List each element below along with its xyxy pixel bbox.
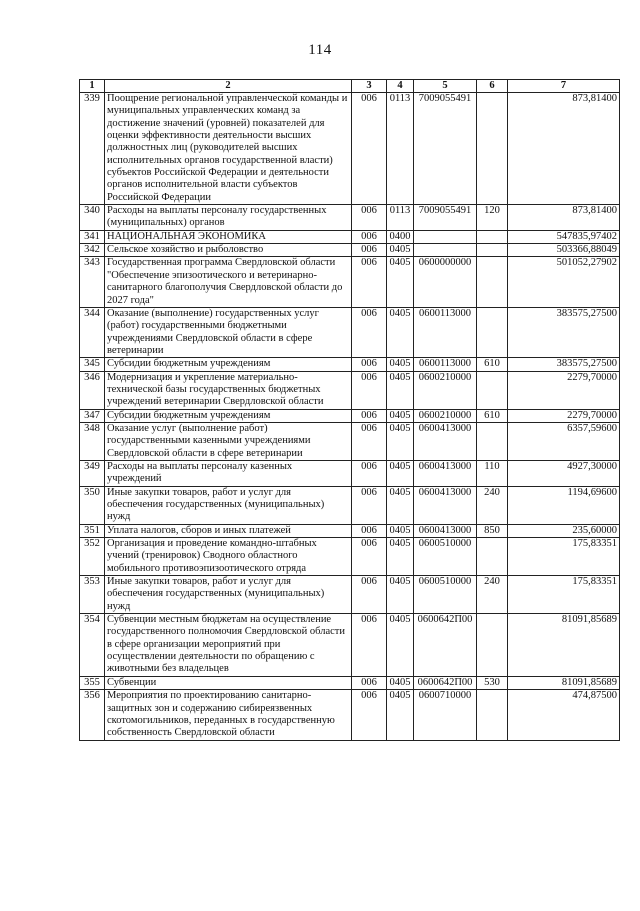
column-header-expense-type: 6 xyxy=(477,80,508,93)
table-row xyxy=(80,690,620,740)
row-sum: 175,83351 xyxy=(508,576,620,614)
row-sum: 175,83351 xyxy=(508,538,620,576)
row-sum: 873,81400 xyxy=(508,93,620,205)
row-target xyxy=(414,230,477,243)
row-sum: 2279,70000 xyxy=(508,409,620,422)
row-expense-type xyxy=(477,614,508,677)
table-row xyxy=(80,486,620,524)
row-sum: 547835,97402 xyxy=(508,230,620,243)
row-number: 340 xyxy=(80,205,105,231)
row-number: 356 xyxy=(80,690,105,740)
row-section: 0405 xyxy=(387,371,414,409)
table-row xyxy=(80,524,620,537)
row-target: 0600413000 xyxy=(414,460,477,486)
table-row xyxy=(80,358,620,371)
row-target: 0600642П00 xyxy=(414,614,477,677)
row-name: Иные закупки товаров, работ и услуг для обеспечения государственных (муниципальных) нужд xyxy=(105,576,352,614)
row-code: 006 xyxy=(352,244,387,257)
row-section: 0405 xyxy=(387,422,414,460)
row-number: 348 xyxy=(80,422,105,460)
row-sum: 383575,27500 xyxy=(508,307,620,357)
row-sum: 1194,69600 xyxy=(508,486,620,524)
row-expense-type xyxy=(477,422,508,460)
row-section: 0405 xyxy=(387,244,414,257)
row-sum: 383575,27500 xyxy=(508,358,620,371)
row-code: 006 xyxy=(352,460,387,486)
table-row xyxy=(80,538,620,576)
row-sum: 503366,88049 xyxy=(508,244,620,257)
row-code: 006 xyxy=(352,257,387,307)
row-target: 0600210000 xyxy=(414,371,477,409)
row-target: 7009055491 xyxy=(414,205,477,231)
row-name: Субвенции местным бюджетам на осуществление государственного полномочия Свердловской области в сфере организации мероприятий при осуществлении деятельности по обращению с животными без владельцев xyxy=(105,614,352,677)
row-name: Расходы на выплаты персоналу государственных (муниципальных) органов xyxy=(105,205,352,231)
row-target: 0600000000 xyxy=(414,257,477,307)
row-name: Модернизация и укрепление материально-технической базы государственных бюджетных учреждений ветеринарии Свердловской области xyxy=(105,371,352,409)
row-expense-type xyxy=(477,690,508,740)
row-code: 006 xyxy=(352,538,387,576)
row-sum: 81091,85689 xyxy=(508,676,620,689)
row-number: 355 xyxy=(80,676,105,689)
row-name: Поощрение региональной управленческой команды и муниципальных управленческих команд за достижение значений (уровней) показателей для оценки эффективности деятельности высших должностных лиц (руководителей высших исполнительных органов государственной власти) субъектов Российской Федерации и деятельности органов исполнительной власти субъектов Российской Федерации xyxy=(105,93,352,205)
row-section: 0405 xyxy=(387,257,414,307)
row-section: 0405 xyxy=(387,409,414,422)
row-expense-type: 240 xyxy=(477,486,508,524)
table-row xyxy=(80,576,620,614)
row-target xyxy=(414,244,477,257)
row-target: 0600710000 xyxy=(414,690,477,740)
row-name: Государственная программа Свердловской области "Обеспечение эпизоотического и ветеринарно-санитарного благополучия Свердловской области до 2027 года" xyxy=(105,257,352,307)
row-name: Субсидии бюджетным учреждениям xyxy=(105,358,352,371)
row-target: 0600510000 xyxy=(414,538,477,576)
row-section: 0400 xyxy=(387,230,414,243)
table-row xyxy=(80,257,620,307)
row-code: 006 xyxy=(352,676,387,689)
row-code: 006 xyxy=(352,486,387,524)
table-row xyxy=(80,307,620,357)
table-header-row xyxy=(80,80,620,93)
row-code: 006 xyxy=(352,230,387,243)
row-name: Сельское хозяйство и рыболовство xyxy=(105,244,352,257)
row-code: 006 xyxy=(352,205,387,231)
table-row xyxy=(80,614,620,677)
row-number: 344 xyxy=(80,307,105,357)
row-sum: 474,87500 xyxy=(508,690,620,740)
row-section: 0113 xyxy=(387,93,414,205)
row-sum: 501052,27902 xyxy=(508,257,620,307)
row-target: 0600210000 xyxy=(414,409,477,422)
row-code: 006 xyxy=(352,93,387,205)
row-name: Расходы на выплаты персоналу казенных учреждений xyxy=(105,460,352,486)
row-name: Оказание услуг (выполнение работ) государственными казенными учреждениями Свердловской области в сфере ветеринарии xyxy=(105,422,352,460)
row-sum: 2279,70000 xyxy=(508,371,620,409)
row-section: 0405 xyxy=(387,614,414,677)
row-sum: 4927,30000 xyxy=(508,460,620,486)
row-code: 006 xyxy=(352,422,387,460)
column-header-sum: 7 xyxy=(508,80,620,93)
row-number: 342 xyxy=(80,244,105,257)
row-section: 0405 xyxy=(387,524,414,537)
row-section: 0405 xyxy=(387,460,414,486)
row-code: 006 xyxy=(352,409,387,422)
row-expense-type: 850 xyxy=(477,524,508,537)
row-target: 0600642П00 xyxy=(414,676,477,689)
row-name: Субсидии бюджетным учреждениям xyxy=(105,409,352,422)
row-section: 0405 xyxy=(387,576,414,614)
table-row xyxy=(80,409,620,422)
budget-table xyxy=(79,79,620,741)
row-target: 0600113000 xyxy=(414,307,477,357)
row-code: 006 xyxy=(352,614,387,677)
row-sum: 81091,85689 xyxy=(508,614,620,677)
column-header-name: 2 xyxy=(105,80,352,93)
row-target: 0600413000 xyxy=(414,524,477,537)
table-row xyxy=(80,93,620,205)
row-number: 352 xyxy=(80,538,105,576)
row-section: 0405 xyxy=(387,676,414,689)
row-name: Уплата налогов, сборов и иных платежей xyxy=(105,524,352,537)
row-section: 0405 xyxy=(387,486,414,524)
row-name: Субвенции xyxy=(105,676,352,689)
row-code: 006 xyxy=(352,358,387,371)
row-expense-type: 110 xyxy=(477,460,508,486)
column-header-section: 4 xyxy=(387,80,414,93)
row-expense-type xyxy=(477,538,508,576)
row-number: 351 xyxy=(80,524,105,537)
column-header-code: 3 xyxy=(352,80,387,93)
row-expense-type xyxy=(477,230,508,243)
row-name: Иные закупки товаров, работ и услуг для обеспечения государственных (муниципальных) нужд xyxy=(105,486,352,524)
row-section: 0405 xyxy=(387,690,414,740)
row-target: 0600113000 xyxy=(414,358,477,371)
row-number: 346 xyxy=(80,371,105,409)
row-expense-type xyxy=(477,257,508,307)
row-number: 350 xyxy=(80,486,105,524)
row-expense-type xyxy=(477,371,508,409)
row-name: Организация и проведение командно-штабных учений (тренировок) Сводного областного мобильного противоэпизоотического отряда xyxy=(105,538,352,576)
row-sum: 873,81400 xyxy=(508,205,620,231)
row-target: 0600510000 xyxy=(414,576,477,614)
table-row xyxy=(80,460,620,486)
table-row xyxy=(80,230,620,243)
table-row xyxy=(80,422,620,460)
row-name: Мероприятия по проектированию санитарно-защитных зон и содержанию сибиреязвенных скотомогильников, переданных в государственную собственность Свердловской области xyxy=(105,690,352,740)
column-header-row-number: 1 xyxy=(80,80,105,93)
row-code: 006 xyxy=(352,576,387,614)
row-number: 345 xyxy=(80,358,105,371)
row-code: 006 xyxy=(352,371,387,409)
table-row xyxy=(80,244,620,257)
table-row xyxy=(80,371,620,409)
row-expense-type: 240 xyxy=(477,576,508,614)
row-section: 0405 xyxy=(387,358,414,371)
table-row xyxy=(80,205,620,231)
row-code: 006 xyxy=(352,524,387,537)
row-number: 354 xyxy=(80,614,105,677)
row-expense-type xyxy=(477,244,508,257)
row-target: 0600413000 xyxy=(414,486,477,524)
row-expense-type: 530 xyxy=(477,676,508,689)
row-number: 349 xyxy=(80,460,105,486)
row-number: 339 xyxy=(80,93,105,205)
row-target: 7009055491 xyxy=(414,93,477,205)
row-target: 0600413000 xyxy=(414,422,477,460)
page-number: 114 xyxy=(308,42,332,58)
row-name: НАЦИОНАЛЬНАЯ ЭКОНОМИКА xyxy=(105,230,352,243)
row-expense-type: 610 xyxy=(477,409,508,422)
row-expense-type xyxy=(477,93,508,205)
row-sum: 235,60000 xyxy=(508,524,620,537)
row-expense-type xyxy=(477,307,508,357)
row-number: 341 xyxy=(80,230,105,243)
row-number: 353 xyxy=(80,576,105,614)
row-name: Оказание (выполнение) государственных услуг (работ) государственными бюджетными учреждениями Свердловской области в сфере ветеринарии xyxy=(105,307,352,357)
row-section: 0405 xyxy=(387,307,414,357)
table-row xyxy=(80,676,620,689)
row-code: 006 xyxy=(352,690,387,740)
row-sum: 6357,59600 xyxy=(508,422,620,460)
row-expense-type: 610 xyxy=(477,358,508,371)
row-section: 0113 xyxy=(387,205,414,231)
column-header-target: 5 xyxy=(414,80,477,93)
row-code: 006 xyxy=(352,307,387,357)
row-expense-type: 120 xyxy=(477,205,508,231)
budget-table-body xyxy=(80,93,620,741)
row-number: 347 xyxy=(80,409,105,422)
row-number: 343 xyxy=(80,257,105,307)
row-section: 0405 xyxy=(387,538,414,576)
